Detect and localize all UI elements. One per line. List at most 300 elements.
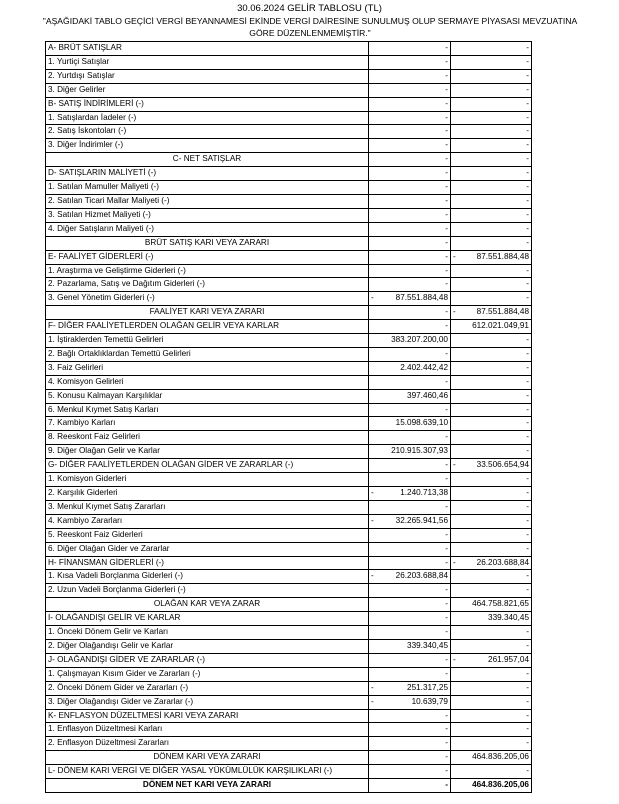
amount-value: - xyxy=(445,432,448,442)
amount-value: 251.317,25 xyxy=(407,682,448,692)
row-label: 3. Genel Yönetim Giderleri (-) xyxy=(46,292,369,306)
sub-amount-cell xyxy=(369,153,451,167)
table-row xyxy=(46,111,532,125)
table-row xyxy=(46,375,532,389)
row-label: 6. Menkul Kıymet Satış Karları xyxy=(46,403,369,417)
table-row xyxy=(46,514,532,528)
sub-amount-cell xyxy=(369,487,451,501)
income-statement-table xyxy=(45,41,532,793)
amount-value: - xyxy=(445,780,448,790)
amount-value: - xyxy=(445,43,448,52)
amount-value: - xyxy=(526,668,529,678)
amount-value: - xyxy=(526,488,529,497)
total-amount-cell xyxy=(451,473,532,487)
table-row xyxy=(46,779,532,793)
row-label: 7. Kambiyo Karları xyxy=(46,417,369,431)
table-row xyxy=(46,42,532,56)
amount-value: 26.203.688,84 xyxy=(476,557,529,567)
row-label: B- SATIŞ İNDİRİMLERİ (-) xyxy=(46,97,369,111)
table-row xyxy=(46,445,532,459)
table-row xyxy=(46,361,532,375)
sub-amount-cell xyxy=(369,264,451,278)
row-label: 3. Diğer İndirimler (-) xyxy=(46,139,369,153)
sub-amount-cell xyxy=(369,111,451,125)
amount-value: - xyxy=(445,348,448,358)
row-label: 2. Bağlı Ortaklıklardan Temettü Gelirleri xyxy=(46,347,369,361)
amount-value: - xyxy=(445,613,448,623)
table-row xyxy=(46,681,532,695)
table-row xyxy=(46,639,532,653)
row-label: 8. Reeskont Faiz Gelirleri xyxy=(46,431,369,445)
row-label: 5. Konusu Kalmayan Karşılıklar xyxy=(46,389,369,403)
amount-value: - xyxy=(445,766,448,776)
total-amount-cell xyxy=(451,417,532,431)
amount-value: - xyxy=(526,209,529,219)
table-row xyxy=(46,55,532,69)
total-amount-cell xyxy=(451,723,532,737)
amount-value: - xyxy=(526,362,529,372)
total-amount-cell xyxy=(451,111,532,125)
row-label: 2. Satış İskontoları (-) xyxy=(46,125,369,139)
amount-value: - xyxy=(526,571,529,581)
total-amount-cell xyxy=(451,681,532,695)
total-amount-cell xyxy=(451,500,532,514)
row-label: C- NET SATIŞLAR xyxy=(46,153,369,167)
total-amount-cell xyxy=(451,264,532,278)
amount-value: - xyxy=(445,752,448,762)
row-label: 2. Yurtdışı Satışlar xyxy=(46,69,369,83)
amount-value: 87.551.884,48 xyxy=(476,251,529,261)
row-label: 1. Satışlardan İadeler (-) xyxy=(46,111,369,125)
sub-amount-cell xyxy=(369,403,451,417)
sub-amount-cell xyxy=(369,292,451,306)
total-amount-cell xyxy=(451,42,532,56)
amount-value: - xyxy=(526,84,529,94)
sub-amount-cell xyxy=(369,751,451,765)
sub-amount-cell xyxy=(369,779,451,793)
sub-amount-cell xyxy=(369,347,451,361)
amount-value: - xyxy=(445,599,448,609)
table-row xyxy=(46,612,532,626)
table-row xyxy=(46,765,532,779)
amount-value: - xyxy=(445,251,448,261)
sub-amount-cell xyxy=(369,709,451,723)
table-row xyxy=(46,236,532,250)
amount-value: - xyxy=(445,654,448,664)
amount-value: - xyxy=(445,321,448,331)
amount-value: - xyxy=(445,738,448,748)
total-amount-cell xyxy=(451,278,532,292)
total-amount-cell xyxy=(451,347,532,361)
negative-sign: - xyxy=(453,460,456,470)
amount-value: 464.758.821,65 xyxy=(472,599,529,609)
row-label: I- OLAĞANDIŞI GELİR VE KARLAR xyxy=(46,612,369,626)
table-row xyxy=(46,528,532,542)
amount-value: - xyxy=(526,182,529,192)
amount-value: 261.957,04 xyxy=(488,654,529,664)
sub-amount-cell xyxy=(369,598,451,612)
sub-amount-cell xyxy=(369,236,451,250)
sub-amount-cell xyxy=(369,69,451,83)
total-amount-cell xyxy=(451,737,532,751)
amount-value: - xyxy=(445,404,448,414)
row-label: 1. Komisyon Giderleri xyxy=(46,473,369,487)
row-label: G- DİĞER FAALİYETLERDEN OLAĞAN GİDER VE ZARARLAR (-) xyxy=(46,459,369,473)
sub-amount-cell xyxy=(369,139,451,153)
amount-value: - xyxy=(526,140,529,150)
amount-value: 210.915.307,93 xyxy=(391,446,448,456)
amount-value: - xyxy=(526,376,529,386)
statement-disclaimer: "AŞAĞIDAKİ TABLO GEÇİCİ VERGİ BEYANNAMESİ EKİNDE VERGİ DAİRESİNE SUNULMUŞ OLUP SERMAYE PİYASASI MEVZUATINA GÖRE DÜZENLENMEMİŞTİR." xyxy=(42,16,578,38)
sub-amount-cell xyxy=(369,459,451,473)
negative-sign: - xyxy=(371,515,374,525)
row-label: FAALİYET KARI VEYA ZARARI xyxy=(46,306,369,320)
row-label: 1. Çalışmayan Kısım Gider ve Zararları (-) xyxy=(46,667,369,681)
sub-amount-cell xyxy=(369,375,451,389)
table-row xyxy=(46,403,532,417)
row-label: 1. Kısa Vadeli Borçlanma Giderleri (-) xyxy=(46,570,369,584)
amount-value: - xyxy=(526,279,529,289)
amount-value: 612.021.049,91 xyxy=(472,321,529,331)
sub-amount-cell xyxy=(369,167,451,181)
total-amount-cell xyxy=(451,320,532,334)
amount-value: - xyxy=(445,195,448,205)
table-row xyxy=(46,125,532,139)
total-amount-cell xyxy=(451,612,532,626)
amount-value: - xyxy=(445,668,448,678)
amount-value: - xyxy=(445,376,448,386)
sub-amount-cell xyxy=(369,42,451,56)
row-label: D- SATIŞLARIN MALİYETİ (-) xyxy=(46,167,369,181)
amount-value: - xyxy=(526,543,529,553)
total-amount-cell xyxy=(451,292,532,306)
row-label: 4. Komisyon Gelirleri xyxy=(46,375,369,389)
amount-value: - xyxy=(445,223,448,233)
amount-value: - xyxy=(445,543,448,553)
row-label: F- DİĞER FAALİYETLERDEN OLAĞAN GELİR VEYA KARLAR xyxy=(46,320,369,334)
negative-sign: - xyxy=(371,682,374,692)
total-amount-cell xyxy=(451,709,532,723)
total-amount-cell xyxy=(451,542,532,556)
amount-value: - xyxy=(526,293,529,303)
amount-value: 464.836.205,06 xyxy=(472,752,529,762)
sub-amount-cell xyxy=(369,765,451,779)
table-row xyxy=(46,334,532,348)
row-label: 9. Diğer Olağan Gelir ve Karlar xyxy=(46,445,369,459)
row-label: 4. Kambiyo Zararları xyxy=(46,514,369,528)
amount-value: - xyxy=(445,112,448,122)
total-amount-cell xyxy=(451,695,532,709)
sub-amount-cell xyxy=(369,417,451,431)
amount-value: - xyxy=(526,98,529,108)
sub-amount-cell xyxy=(369,125,451,139)
total-amount-cell xyxy=(451,181,532,195)
total-amount-cell xyxy=(451,236,532,250)
table-row xyxy=(46,556,532,570)
amount-value: - xyxy=(526,265,529,275)
total-amount-cell xyxy=(451,779,532,793)
table-row xyxy=(46,292,532,306)
sub-amount-cell xyxy=(369,528,451,542)
sub-amount-cell xyxy=(369,389,451,403)
total-amount-cell xyxy=(451,194,532,208)
amount-value: - xyxy=(526,682,529,692)
row-label: 3. Menkul Kıymet Satış Zararları xyxy=(46,500,369,514)
amount-value: - xyxy=(526,237,529,247)
total-amount-cell xyxy=(451,139,532,153)
amount-value: - xyxy=(526,474,529,484)
sub-amount-cell xyxy=(369,361,451,375)
total-amount-cell xyxy=(451,334,532,348)
row-label: 1. Satılan Mamuller Maliyeti (-) xyxy=(46,181,369,195)
row-label: 2. Karşılık Giderleri xyxy=(46,487,369,501)
sub-amount-cell xyxy=(369,695,451,709)
table-row xyxy=(46,751,532,765)
row-label: DÖNEM NET KARI VEYA ZARARI xyxy=(46,779,369,793)
sub-amount-cell xyxy=(369,653,451,667)
amount-value: - xyxy=(445,70,448,80)
total-amount-cell xyxy=(451,667,532,681)
amount-value: - xyxy=(526,195,529,205)
total-amount-cell xyxy=(451,584,532,598)
table-row xyxy=(46,139,532,153)
amount-value: - xyxy=(445,279,448,289)
table-row xyxy=(46,723,532,737)
negative-sign: - xyxy=(371,293,374,303)
sub-amount-cell xyxy=(369,83,451,97)
row-label: 2. Uzun Vadeli Borçlanma Giderleri (-) xyxy=(46,584,369,598)
amount-value: - xyxy=(526,738,529,748)
amount-value: - xyxy=(526,126,529,136)
amount-value: - xyxy=(526,168,529,178)
row-label: 5. Reeskont Faiz Giderleri xyxy=(46,528,369,542)
negative-sign: - xyxy=(453,557,456,567)
total-amount-cell xyxy=(451,751,532,765)
total-amount-cell xyxy=(451,598,532,612)
amount-value: - xyxy=(445,182,448,192)
amount-value: - xyxy=(526,154,529,164)
amount-value: - xyxy=(526,529,529,539)
amount-value: - xyxy=(526,56,529,66)
amount-value: - xyxy=(445,710,448,720)
amount-value: - xyxy=(526,515,529,525)
table-row xyxy=(46,278,532,292)
negative-sign: - xyxy=(371,571,374,581)
sub-amount-cell xyxy=(369,473,451,487)
table-row xyxy=(46,584,532,598)
sub-amount-cell xyxy=(369,431,451,445)
sub-amount-cell xyxy=(369,723,451,737)
row-label: J- OLAĞANDIŞI GİDER VE ZARARLAR (-) xyxy=(46,653,369,667)
amount-value: - xyxy=(445,627,448,637)
statement-title: 30.06.2024 GELİR TABLOSU (TL) xyxy=(237,3,382,14)
total-amount-cell xyxy=(451,250,532,264)
sub-amount-cell xyxy=(369,570,451,584)
negative-sign: - xyxy=(453,654,456,664)
total-amount-cell xyxy=(451,153,532,167)
table-row xyxy=(46,167,532,181)
amount-value: - xyxy=(526,390,529,400)
table-row xyxy=(46,69,532,83)
sub-amount-cell xyxy=(369,612,451,626)
table-row xyxy=(46,626,532,640)
table-row xyxy=(46,500,532,514)
table-row xyxy=(46,208,532,222)
negative-sign: - xyxy=(371,696,374,706)
row-label: L- DÖNEM KARI VERGİ VE DİĞER YASAL YÜKÜMLÜLÜK KARŞILIKLARI (-) xyxy=(46,765,369,779)
amount-value: 383.207.200,00 xyxy=(391,335,448,345)
sub-amount-cell xyxy=(369,320,451,334)
table-row xyxy=(46,264,532,278)
table-row xyxy=(46,667,532,681)
amount-value: - xyxy=(526,627,529,637)
sub-amount-cell xyxy=(369,445,451,459)
sub-amount-cell xyxy=(369,194,451,208)
row-label: 2. Diğer Olağandışı Gelir ve Karlar xyxy=(46,639,369,653)
total-amount-cell xyxy=(451,556,532,570)
amount-value: - xyxy=(445,724,448,734)
amount-value: - xyxy=(445,529,448,539)
table-row xyxy=(46,598,532,612)
amount-value: - xyxy=(445,98,448,108)
negative-sign: - xyxy=(453,307,456,317)
sub-amount-cell xyxy=(369,500,451,514)
amount-value: - xyxy=(526,766,529,776)
row-label: 6. Diğer Olağan Gider ve Zararlar xyxy=(46,542,369,556)
amount-value: 339.340,45 xyxy=(407,640,448,650)
amount-value: - xyxy=(526,640,529,650)
total-amount-cell xyxy=(451,528,532,542)
table-row xyxy=(46,97,532,111)
table-row xyxy=(46,83,532,97)
sub-amount-cell xyxy=(369,222,451,236)
amount-value: - xyxy=(445,84,448,94)
amount-value: - xyxy=(445,501,448,511)
table-row xyxy=(46,250,532,264)
table-row xyxy=(46,153,532,167)
amount-value: - xyxy=(445,154,448,164)
amount-value: 15.098.639,10 xyxy=(395,418,448,428)
amount-value: - xyxy=(445,460,448,470)
table-row xyxy=(46,222,532,236)
amount-value: 10.639,79 xyxy=(411,696,448,706)
row-label: 1. Enflasyon Düzeltmesi Karları xyxy=(46,723,369,737)
row-label: 2. Enflasyon Düzeltmesi Zararları xyxy=(46,737,369,751)
amount-value: 464.836.205,06 xyxy=(472,780,529,790)
amount-value: - xyxy=(526,418,529,428)
total-amount-cell xyxy=(451,389,532,403)
row-label: DÖNEM KARI VEYA ZARARI xyxy=(46,751,369,765)
amount-value: - xyxy=(526,335,529,345)
row-label: 1. Araştırma ve Geliştirme Giderleri (-) xyxy=(46,264,369,278)
amount-value: - xyxy=(445,557,448,567)
total-amount-cell xyxy=(451,167,532,181)
amount-value: 2.402.442,42 xyxy=(400,362,448,372)
total-amount-cell xyxy=(451,459,532,473)
amount-value: - xyxy=(526,70,529,80)
amount-value: - xyxy=(526,501,529,511)
sub-amount-cell xyxy=(369,556,451,570)
row-label: 3. Faiz Gelirleri xyxy=(46,361,369,375)
table-row xyxy=(46,709,532,723)
sub-amount-cell xyxy=(369,278,451,292)
amount-value: - xyxy=(445,209,448,219)
total-amount-cell xyxy=(451,83,532,97)
negative-sign: - xyxy=(371,488,374,497)
total-amount-cell xyxy=(451,653,532,667)
total-amount-cell xyxy=(451,570,532,584)
row-label: 1. Önceki Dönem Gelir ve Karları xyxy=(46,626,369,640)
table-row xyxy=(46,389,532,403)
table-row xyxy=(46,181,532,195)
row-label: OLAĞAN KAR VEYA ZARAR xyxy=(46,598,369,612)
amount-value: - xyxy=(445,168,448,178)
row-label: 4. Diğer Satışların Maliyeti (-) xyxy=(46,222,369,236)
amount-value: - xyxy=(445,265,448,275)
total-amount-cell xyxy=(451,69,532,83)
amount-value: - xyxy=(526,348,529,358)
total-amount-cell xyxy=(451,125,532,139)
amount-value: - xyxy=(445,140,448,150)
amount-value: - xyxy=(445,56,448,66)
row-label: A- BRÜT SATIŞLAR xyxy=(46,42,369,56)
amount-value: - xyxy=(526,404,529,414)
row-label: BRÜT SATIŞ KARI VEYA ZARARI xyxy=(46,236,369,250)
sub-amount-cell xyxy=(369,250,451,264)
table-row xyxy=(46,570,532,584)
total-amount-cell xyxy=(451,97,532,111)
row-label: 1. İştiraklerden Temettü Gelirleri xyxy=(46,334,369,348)
table-row xyxy=(46,653,532,667)
total-amount-cell xyxy=(451,403,532,417)
amount-value: 26.203.688,84 xyxy=(395,571,448,581)
sub-amount-cell xyxy=(369,55,451,69)
total-amount-cell xyxy=(451,639,532,653)
sub-amount-cell xyxy=(369,334,451,348)
amount-value: - xyxy=(445,237,448,247)
amount-value: - xyxy=(445,126,448,136)
sub-amount-cell xyxy=(369,542,451,556)
row-label: 3. Satılan Hizmet Maliyeti (-) xyxy=(46,208,369,222)
table-row xyxy=(46,487,532,501)
total-amount-cell xyxy=(451,765,532,779)
amount-value: - xyxy=(445,585,448,595)
sub-amount-cell xyxy=(369,208,451,222)
total-amount-cell xyxy=(451,514,532,528)
table-row xyxy=(46,320,532,334)
total-amount-cell xyxy=(451,445,532,459)
total-amount-cell xyxy=(451,361,532,375)
row-label: H- FİNANSMAN GİDERLERİ (-) xyxy=(46,556,369,570)
sub-amount-cell xyxy=(369,737,451,751)
table-row xyxy=(46,737,532,751)
row-label: 1. Yurtiçi Satışlar xyxy=(46,55,369,69)
amount-value: - xyxy=(445,474,448,484)
table-row xyxy=(46,417,532,431)
amount-value: 32.265.941,56 xyxy=(395,515,448,525)
amount-value: - xyxy=(526,223,529,233)
amount-value: - xyxy=(526,585,529,595)
total-amount-cell xyxy=(451,487,532,501)
row-label: 2. Pazarlama, Satış ve Dağıtım Giderleri (-) xyxy=(46,278,369,292)
table-row xyxy=(46,347,532,361)
table-row xyxy=(46,459,532,473)
amount-value: - xyxy=(526,112,529,122)
amount-value: 33.506.654,94 xyxy=(476,460,529,470)
amount-value: - xyxy=(445,307,448,317)
amount-value: - xyxy=(526,432,529,442)
row-label: 2. Önceki Dönem Gider ve Zararları (-) xyxy=(46,681,369,695)
